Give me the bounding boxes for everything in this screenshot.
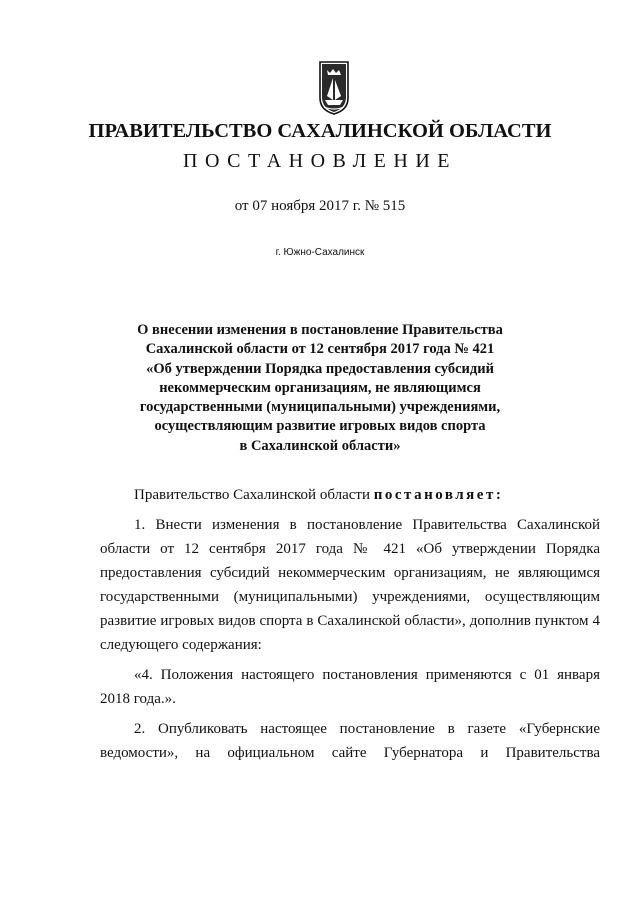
subject-line: Сахалинской области от 12 сентября 2017 года № 421: [145, 341, 495, 358]
preamble-verb: постановляет:: [373, 487, 504, 503]
document-subject: [0, 321, 640, 456]
item1-line: развитие игровых видов спорта в Сахалинской области», дополнив пунктом 4: [100, 613, 600, 629]
item1-line: области от 12 сентября 2017 года № 421 «Об утверждении Порядка: [100, 541, 600, 557]
document-body: [100, 483, 600, 765]
subject-line: О внесении изменения в постановление Правительства: [137, 322, 503, 338]
government-title: ПРАВИТЕЛЬСТВО САХАЛИНСКОЙ ОБЛАСТИ: [88, 120, 552, 142]
item1-line: следующего содержания:: [100, 637, 262, 653]
item1-line: предоставления субсидий некоммерческим организациям, не являющимся: [100, 565, 600, 581]
item1-line: 1. Внести изменения в постановление Правительства Сахалинской: [134, 517, 600, 533]
subject-line: в Сахалинской области»: [239, 437, 401, 454]
item1-quote-line: «4. Положения настоящего постановления применяются с 01 января: [134, 667, 600, 683]
sakhalin-coat-of-arms-icon: [318, 60, 350, 116]
document-date-number: от 07 ноября 2017 г. № 515: [234, 198, 406, 214]
subject-line: «Об утверждении Порядка предоставления субсидий: [146, 360, 494, 377]
subject-line: некоммерческим организациям, не являющимся: [159, 379, 481, 396]
item2-line: 2. Опубликовать настоящее постановление в газете «Губернские: [134, 721, 600, 737]
item2-line: ведомости», на официальном сайте Губернатора и Правительства: [100, 745, 600, 761]
subject-line: государственными (муниципальными) учреждениями,: [139, 399, 501, 416]
preamble-text: Правительство Сахалинской области: [134, 487, 374, 503]
item1-line: государственными (муниципальными) учреждениями, осуществляющим: [100, 589, 600, 605]
document-city: г. Южно-Сахалинск: [275, 247, 365, 258]
preamble: [100, 483, 600, 507]
document-type: ПОСТАНОВЛЕНИЕ: [183, 150, 457, 172]
subject-line: осуществляющим развитие игровых видов спорта: [154, 418, 486, 435]
item1-quote-line: 2018 года.».: [100, 691, 176, 707]
